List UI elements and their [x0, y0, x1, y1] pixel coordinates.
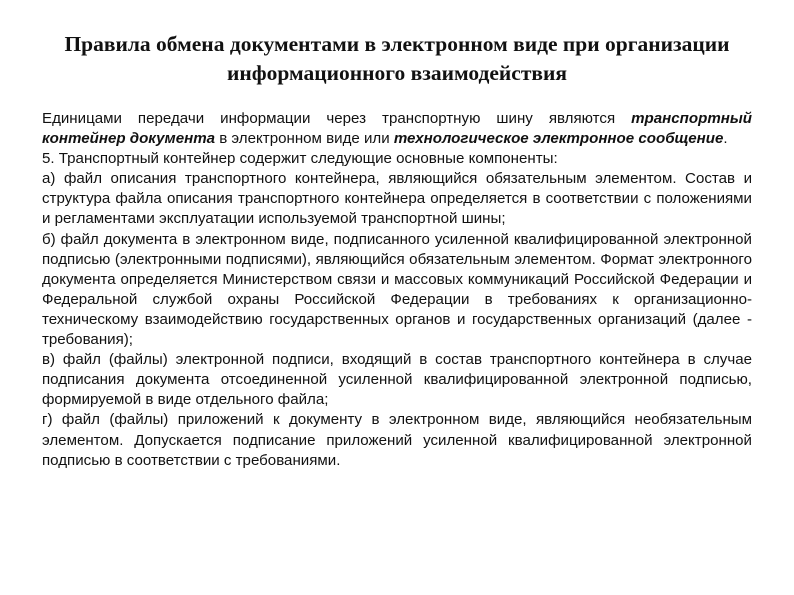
- paragraph-item-a: а) файл описания транспортного контейнера, являющийся обязательным элементом. Состав и структура файла описания транспортного контейнера определяется в соответствии с положениями и регламентами эксплуатации используемой транспортной шины;: [42, 170, 752, 228]
- slide-body: [42, 109, 752, 471]
- intro-paragraph: [42, 109, 752, 149]
- paragraph-components-heading: 5. Транспортный контейнер содержит следующие основные компоненты:: [42, 150, 558, 168]
- intro-text-1: Единицами передачи информации через транспортную шину являются: [42, 110, 632, 127]
- paragraph-item-g: г) файл (файлы) приложений к документу в электронном виде, являющийся необязательным элементом. Допускается подписание приложений усиленной квалифицированной электронной подписью в соответствии с требованиями.: [42, 411, 752, 469]
- paragraph-item-b: б) файл документа в электронном виде, подписанного усиленной квалифицированной электронной подписью (электронными подписями), являющийся обязательным элементом. Формат электронного документа определяется Министерством связи и массовых коммуникаций Российской Федерации и Федеральной службой охраны Российской Федерации в требованиях к организационно-техническому взаимодействию государственных органов и государственных организаций (далее - требования);: [42, 230, 752, 349]
- term-transport-container: транспортный контейнер документа: [42, 110, 752, 148]
- term-technological-message: технологическое электронное сообщение: [393, 130, 724, 148]
- intro-text-2: в электронном виде или: [215, 130, 394, 148]
- slide-title: Правила обмена документами в электронном виде при организации информационного взаимодействия: [64, 32, 730, 85]
- paragraph-item-v: в) файл (файлы) электронной подписи, входящий в состав транспортного контейнера в случае подписания документа отсоединенной усиленной квалифицированной электронной подписью, формируемой в виде отдельного файла;: [42, 351, 752, 409]
- intro-text-3: .: [723, 130, 728, 148]
